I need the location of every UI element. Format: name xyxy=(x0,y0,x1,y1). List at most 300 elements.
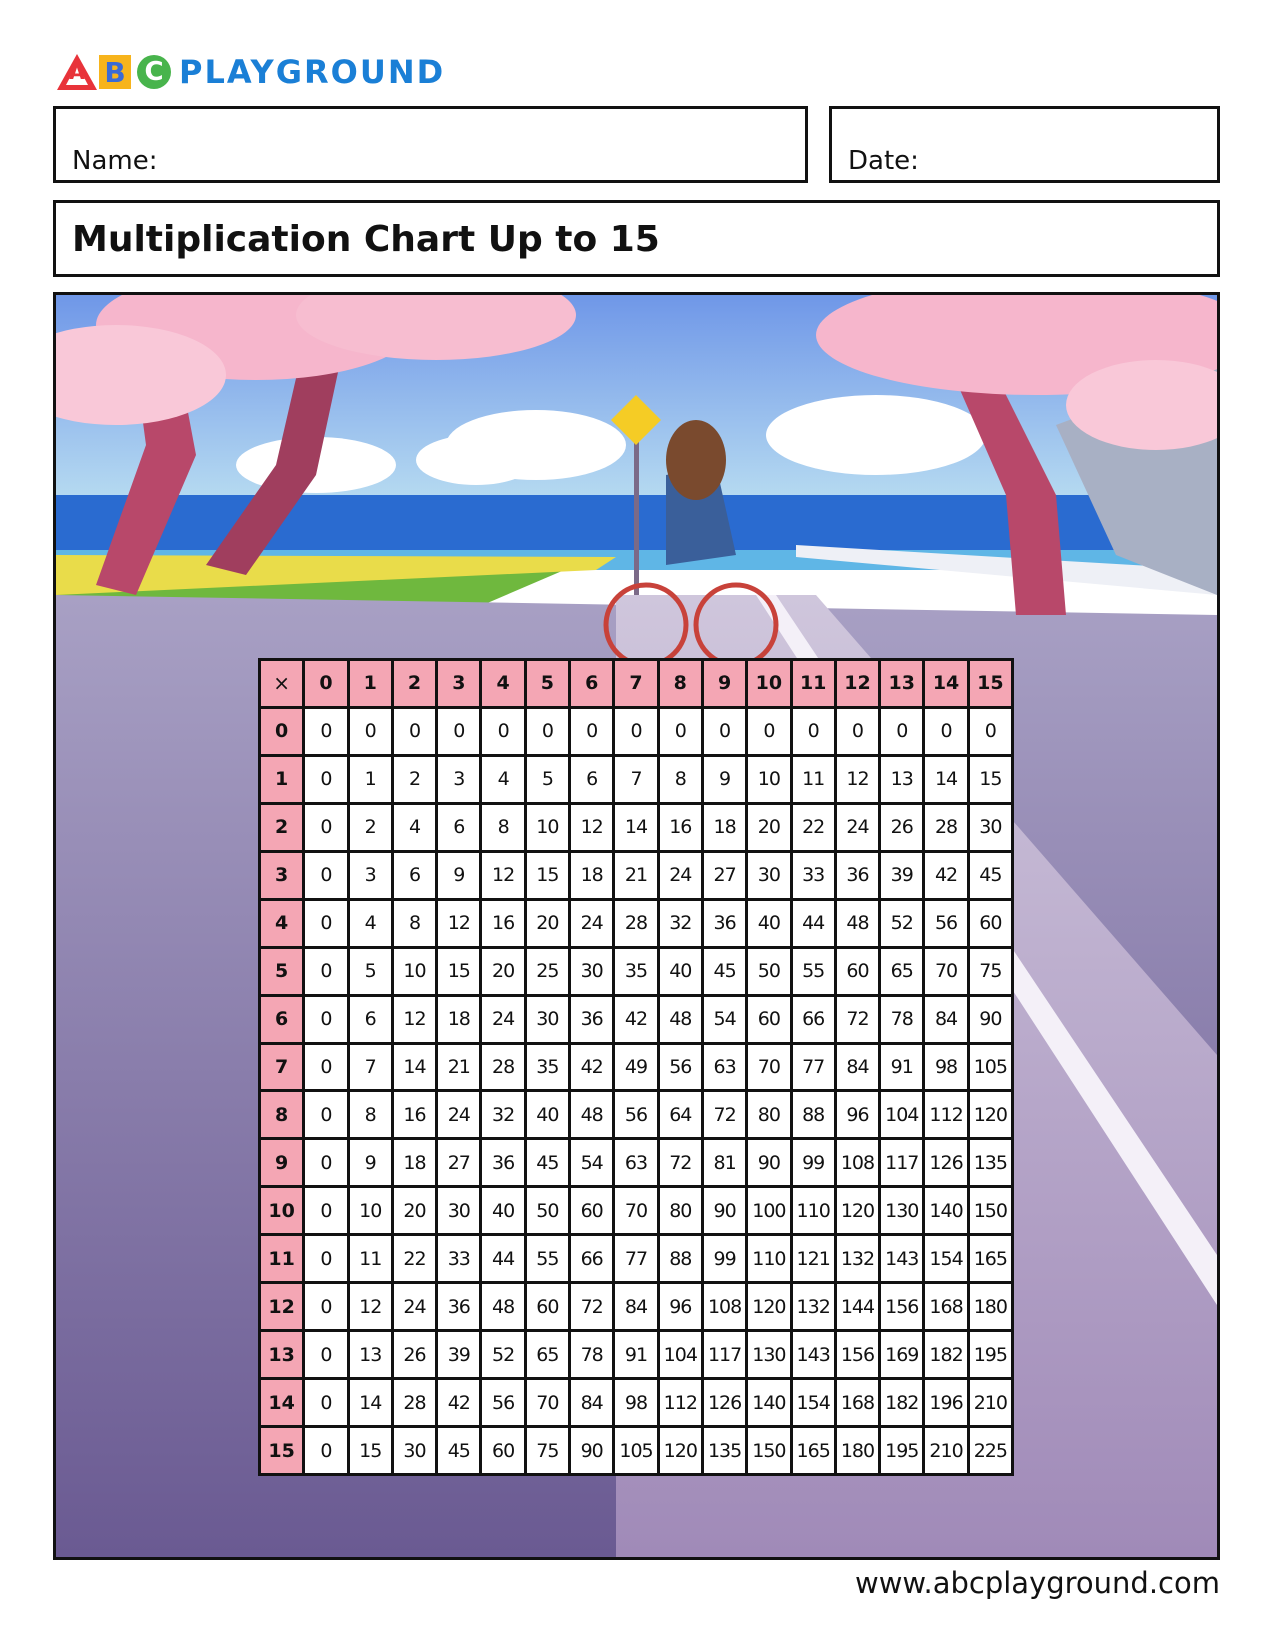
table-cell: 15 xyxy=(438,949,479,994)
column-header: 11 xyxy=(793,661,834,706)
table-cell: 60 xyxy=(748,997,789,1042)
logo-a-text: A xyxy=(69,60,85,84)
table-cell: 60 xyxy=(527,1284,568,1329)
table-cell: 0 xyxy=(615,709,656,754)
table-cell: 110 xyxy=(748,1236,789,1281)
table-cell: 84 xyxy=(925,997,966,1042)
table-cell: 195 xyxy=(970,1332,1011,1377)
logo-letter-c: C xyxy=(137,55,171,89)
table-cell: 28 xyxy=(394,1380,435,1425)
table-cell: 10 xyxy=(748,757,789,802)
table-cell: 135 xyxy=(704,1428,745,1473)
row-header: 5 xyxy=(261,949,302,994)
table-cell: 105 xyxy=(970,1045,1011,1090)
table-cell: 91 xyxy=(615,1332,656,1377)
table-cell: 60 xyxy=(482,1428,523,1473)
table-cell: 33 xyxy=(438,1236,479,1281)
table-cell: 0 xyxy=(305,757,346,802)
table-cell: 72 xyxy=(571,1284,612,1329)
table-cell: 3 xyxy=(438,757,479,802)
row-header: 12 xyxy=(261,1284,302,1329)
table-cell: 24 xyxy=(660,853,701,898)
table-cell: 42 xyxy=(615,997,656,1042)
table-cell: 120 xyxy=(748,1284,789,1329)
table-cell: 98 xyxy=(615,1380,656,1425)
date-label: Date: xyxy=(848,146,919,176)
table-cell: 13 xyxy=(881,757,922,802)
table-cell: 0 xyxy=(837,709,878,754)
table-cell: 126 xyxy=(704,1380,745,1425)
table-cell: 49 xyxy=(615,1045,656,1090)
table-cell: 42 xyxy=(571,1045,612,1090)
table-cell: 2 xyxy=(394,757,435,802)
table-cell: 140 xyxy=(748,1380,789,1425)
table-cell: 16 xyxy=(482,901,523,946)
row-header: 1 xyxy=(261,757,302,802)
column-header: 4 xyxy=(482,661,523,706)
table-cell: 0 xyxy=(305,1092,346,1137)
table-cell: 63 xyxy=(704,1045,745,1090)
table-cell: 48 xyxy=(571,1092,612,1137)
table-cell: 56 xyxy=(925,901,966,946)
table-cell: 42 xyxy=(438,1380,479,1425)
table-cell: 30 xyxy=(438,1188,479,1233)
table-cell: 54 xyxy=(571,1140,612,1185)
table-cell: 18 xyxy=(571,853,612,898)
table-cell: 0 xyxy=(704,709,745,754)
table-cell: 36 xyxy=(482,1140,523,1185)
table-cell: 75 xyxy=(970,949,1011,994)
table-cell: 0 xyxy=(305,1188,346,1233)
table-cell: 60 xyxy=(837,949,878,994)
table-cell: 168 xyxy=(837,1380,878,1425)
table-cell: 77 xyxy=(615,1236,656,1281)
table-cell: 65 xyxy=(527,1332,568,1377)
table-cell: 5 xyxy=(350,949,391,994)
table-cell: 14 xyxy=(350,1380,391,1425)
table-cell: 0 xyxy=(305,901,346,946)
table-cell: 35 xyxy=(615,949,656,994)
table-cell: 70 xyxy=(925,949,966,994)
table-cell: 0 xyxy=(748,709,789,754)
column-header: 10 xyxy=(748,661,789,706)
table-cell: 52 xyxy=(482,1332,523,1377)
table-cell: 72 xyxy=(837,997,878,1042)
table-cell: 70 xyxy=(527,1380,568,1425)
table-cell: 0 xyxy=(305,1140,346,1185)
column-header: 9 xyxy=(704,661,745,706)
table-cell: 20 xyxy=(394,1188,435,1233)
table-cell: 39 xyxy=(881,853,922,898)
table-cell: 130 xyxy=(748,1332,789,1377)
row-header: 0 xyxy=(261,709,302,754)
row-header: 9 xyxy=(261,1140,302,1185)
table-cell: 99 xyxy=(704,1236,745,1281)
table-cell: 78 xyxy=(881,997,922,1042)
table-cell: 16 xyxy=(394,1092,435,1137)
table-cell: 154 xyxy=(793,1380,834,1425)
table-cell: 36 xyxy=(438,1284,479,1329)
table-cell: 132 xyxy=(837,1236,878,1281)
table-cell: 8 xyxy=(660,757,701,802)
table-cell: 40 xyxy=(482,1188,523,1233)
table-cell: 78 xyxy=(571,1332,612,1377)
row-header: 6 xyxy=(261,997,302,1042)
table-cell: 56 xyxy=(615,1092,656,1137)
table-cell: 2 xyxy=(350,805,391,850)
table-cell: 24 xyxy=(571,901,612,946)
table-cell: 7 xyxy=(615,757,656,802)
table-cell: 75 xyxy=(527,1428,568,1473)
column-header: 15 xyxy=(970,661,1011,706)
table-cell: 28 xyxy=(482,1045,523,1090)
table-cell: 12 xyxy=(438,901,479,946)
table-cell: 150 xyxy=(970,1188,1011,1233)
table-cell: 0 xyxy=(970,709,1011,754)
table-cell: 0 xyxy=(305,997,346,1042)
table-cell: 182 xyxy=(881,1380,922,1425)
table-cell: 10 xyxy=(527,805,568,850)
table-cell: 65 xyxy=(881,949,922,994)
table-cell: 3 xyxy=(350,853,391,898)
table-cell: 4 xyxy=(350,901,391,946)
table-cell: 39 xyxy=(438,1332,479,1377)
row-header: 4 xyxy=(261,901,302,946)
table-cell: 14 xyxy=(925,757,966,802)
table-cell: 80 xyxy=(748,1092,789,1137)
logo-wordmark: PLAYGROUND xyxy=(179,53,446,91)
table-cell: 11 xyxy=(350,1236,391,1281)
table-cell: 0 xyxy=(305,1284,346,1329)
table-cell: 30 xyxy=(527,997,568,1042)
table-cell: 24 xyxy=(837,805,878,850)
table-cell: 120 xyxy=(660,1428,701,1473)
name-field[interactable] xyxy=(53,106,808,183)
date-field[interactable] xyxy=(829,106,1220,183)
footer-url: www.abcplayground.com xyxy=(855,1566,1220,1600)
table-cell: 20 xyxy=(748,805,789,850)
table-cell: 130 xyxy=(881,1188,922,1233)
column-header: 12 xyxy=(837,661,878,706)
table-cell: 14 xyxy=(615,805,656,850)
table-cell: 6 xyxy=(394,853,435,898)
table-cell: 0 xyxy=(305,1236,346,1281)
table-cell: 28 xyxy=(615,901,656,946)
table-cell: 22 xyxy=(793,805,834,850)
table-cell: 70 xyxy=(615,1188,656,1233)
table-cell: 26 xyxy=(394,1332,435,1377)
name-label: Name: xyxy=(72,146,158,176)
table-cell: 55 xyxy=(527,1236,568,1281)
table-cell: 88 xyxy=(793,1092,834,1137)
table-cell: 99 xyxy=(793,1140,834,1185)
table-cell: 110 xyxy=(793,1188,834,1233)
table-cell: 0 xyxy=(394,709,435,754)
title-box xyxy=(53,200,1220,277)
table-cell: 48 xyxy=(660,997,701,1042)
table-cell: 8 xyxy=(350,1092,391,1137)
table-cell: 16 xyxy=(660,805,701,850)
table-cell: 25 xyxy=(527,949,568,994)
table-cell: 0 xyxy=(305,1380,346,1425)
table-cell: 225 xyxy=(970,1428,1011,1473)
table-cell: 84 xyxy=(571,1380,612,1425)
table-cell: 210 xyxy=(925,1428,966,1473)
table-cell: 1 xyxy=(350,757,391,802)
table-cell: 4 xyxy=(394,805,435,850)
table-cell: 60 xyxy=(571,1188,612,1233)
table-cell: 15 xyxy=(350,1428,391,1473)
table-cell: 15 xyxy=(970,757,1011,802)
table-cell: 0 xyxy=(305,1428,346,1473)
table-cell: 210 xyxy=(970,1380,1011,1425)
table-cell: 12 xyxy=(571,805,612,850)
table-cell: 0 xyxy=(571,709,612,754)
table-cell: 30 xyxy=(394,1428,435,1473)
table-cell: 12 xyxy=(394,997,435,1042)
table-cell: 0 xyxy=(305,1332,346,1377)
table-cell: 13 xyxy=(350,1332,391,1377)
table-cell: 90 xyxy=(748,1140,789,1185)
table-cell: 22 xyxy=(394,1236,435,1281)
column-header: 1 xyxy=(350,661,391,706)
table-cell: 80 xyxy=(660,1188,701,1233)
table-cell: 64 xyxy=(660,1092,701,1137)
brand-logo xyxy=(55,52,445,92)
table-cell: 66 xyxy=(793,997,834,1042)
table-cell: 108 xyxy=(704,1284,745,1329)
table-cell: 0 xyxy=(660,709,701,754)
column-header: 8 xyxy=(660,661,701,706)
table-cell: 9 xyxy=(438,853,479,898)
page-title: Multiplication Chart Up to 15 xyxy=(72,219,660,260)
table-cell: 9 xyxy=(704,757,745,802)
table-cell: 70 xyxy=(748,1045,789,1090)
table-cell: 10 xyxy=(394,949,435,994)
column-header: 14 xyxy=(925,661,966,706)
table-cell: 117 xyxy=(881,1140,922,1185)
multiplication-table xyxy=(258,658,1014,1476)
table-cell: 32 xyxy=(660,901,701,946)
table-cell: 20 xyxy=(482,949,523,994)
table-cell: 0 xyxy=(482,709,523,754)
table-cell: 0 xyxy=(527,709,568,754)
table-cell: 88 xyxy=(660,1236,701,1281)
table-cell: 105 xyxy=(615,1428,656,1473)
column-header: 3 xyxy=(438,661,479,706)
table-cell: 44 xyxy=(482,1236,523,1281)
table-cell: 90 xyxy=(571,1428,612,1473)
table-cell: 8 xyxy=(482,805,523,850)
table-cell: 36 xyxy=(704,901,745,946)
table-cell: 132 xyxy=(793,1284,834,1329)
table-cell: 28 xyxy=(925,805,966,850)
table-cell: 165 xyxy=(793,1428,834,1473)
table-cell: 196 xyxy=(925,1380,966,1425)
table-cell: 112 xyxy=(925,1092,966,1137)
table-cell: 18 xyxy=(438,997,479,1042)
table-cell: 0 xyxy=(881,709,922,754)
table-cell: 140 xyxy=(925,1188,966,1233)
table-cell: 50 xyxy=(527,1188,568,1233)
table-cell: 126 xyxy=(925,1140,966,1185)
table-cell: 12 xyxy=(482,853,523,898)
table-cell: 15 xyxy=(527,853,568,898)
table-cell: 91 xyxy=(881,1045,922,1090)
table-cell: 50 xyxy=(748,949,789,994)
table-cell: 56 xyxy=(660,1045,701,1090)
table-cell: 0 xyxy=(305,805,346,850)
table-cell: 0 xyxy=(305,709,346,754)
row-header: 11 xyxy=(261,1236,302,1281)
table-cell: 26 xyxy=(881,805,922,850)
table-cell: 168 xyxy=(925,1284,966,1329)
table-cell: 48 xyxy=(837,901,878,946)
table-cell: 90 xyxy=(970,997,1011,1042)
table-cell: 55 xyxy=(793,949,834,994)
row-header: 3 xyxy=(261,853,302,898)
table-cell: 143 xyxy=(881,1236,922,1281)
table-cell: 96 xyxy=(660,1284,701,1329)
table-cell: 144 xyxy=(837,1284,878,1329)
table-cell: 32 xyxy=(482,1092,523,1137)
table-cell: 156 xyxy=(881,1284,922,1329)
table-cell: 30 xyxy=(970,805,1011,850)
table-cell: 120 xyxy=(837,1188,878,1233)
table-cell: 108 xyxy=(837,1140,878,1185)
table-cell: 0 xyxy=(305,1045,346,1090)
table-cell: 143 xyxy=(793,1332,834,1377)
table-cell: 7 xyxy=(350,1045,391,1090)
table-cell: 20 xyxy=(527,901,568,946)
column-header: 2 xyxy=(394,661,435,706)
table-cell: 27 xyxy=(438,1140,479,1185)
row-header: 10 xyxy=(261,1188,302,1233)
table-cell: 121 xyxy=(793,1236,834,1281)
table-cell: 156 xyxy=(837,1332,878,1377)
table-corner-times-icon: × xyxy=(261,661,302,706)
table-cell: 72 xyxy=(704,1092,745,1137)
table-cell: 81 xyxy=(704,1140,745,1185)
row-header: 7 xyxy=(261,1045,302,1090)
table-cell: 0 xyxy=(925,709,966,754)
table-cell: 44 xyxy=(793,901,834,946)
table-cell: 45 xyxy=(438,1428,479,1473)
row-header: 13 xyxy=(261,1332,302,1377)
table-cell: 165 xyxy=(970,1236,1011,1281)
table-cell: 21 xyxy=(615,853,656,898)
table-cell: 35 xyxy=(527,1045,568,1090)
table-cell: 30 xyxy=(571,949,612,994)
table-cell: 135 xyxy=(970,1140,1011,1185)
column-header: 13 xyxy=(881,661,922,706)
table-cell: 60 xyxy=(970,901,1011,946)
table-cell: 6 xyxy=(438,805,479,850)
table-cell: 30 xyxy=(748,853,789,898)
table-cell: 180 xyxy=(837,1428,878,1473)
row-header: 14 xyxy=(261,1380,302,1425)
table-cell: 100 xyxy=(748,1188,789,1233)
table-cell: 112 xyxy=(660,1380,701,1425)
table-cell: 0 xyxy=(350,709,391,754)
table-cell: 54 xyxy=(704,997,745,1042)
table-cell: 45 xyxy=(970,853,1011,898)
table-cell: 40 xyxy=(527,1092,568,1137)
table-cell: 6 xyxy=(350,997,391,1042)
table-cell: 66 xyxy=(571,1236,612,1281)
row-header: 8 xyxy=(261,1092,302,1137)
table-cell: 154 xyxy=(925,1236,966,1281)
table-cell: 182 xyxy=(925,1332,966,1377)
table-cell: 120 xyxy=(970,1092,1011,1137)
table-cell: 10 xyxy=(350,1188,391,1233)
table-cell: 21 xyxy=(438,1045,479,1090)
table-cell: 56 xyxy=(482,1380,523,1425)
table-cell: 11 xyxy=(793,757,834,802)
table-cell: 5 xyxy=(527,757,568,802)
table-cell: 12 xyxy=(350,1284,391,1329)
table-cell: 98 xyxy=(925,1045,966,1090)
table-cell: 180 xyxy=(970,1284,1011,1329)
column-header: 5 xyxy=(527,661,568,706)
table-cell: 24 xyxy=(394,1284,435,1329)
table-cell: 52 xyxy=(881,901,922,946)
table-cell: 104 xyxy=(660,1332,701,1377)
table-cell: 18 xyxy=(704,805,745,850)
table-cell: 12 xyxy=(837,757,878,802)
table-cell: 72 xyxy=(660,1140,701,1185)
table-cell: 77 xyxy=(793,1045,834,1090)
table-cell: 0 xyxy=(305,949,346,994)
row-header: 2 xyxy=(261,805,302,850)
table-cell: 0 xyxy=(793,709,834,754)
table-cell: 104 xyxy=(881,1092,922,1137)
table-cell: 9 xyxy=(350,1140,391,1185)
table-cell: 45 xyxy=(704,949,745,994)
table-cell: 84 xyxy=(615,1284,656,1329)
table-cell: 4 xyxy=(482,757,523,802)
table-cell: 18 xyxy=(394,1140,435,1185)
table-cell: 24 xyxy=(482,997,523,1042)
table-cell: 48 xyxy=(482,1284,523,1329)
table-cell: 63 xyxy=(615,1140,656,1185)
table-cell: 24 xyxy=(438,1092,479,1137)
table-cell: 45 xyxy=(527,1140,568,1185)
logo-letter-b: B xyxy=(99,55,131,89)
table-cell: 33 xyxy=(793,853,834,898)
table-cell: 96 xyxy=(837,1092,878,1137)
table-cell: 40 xyxy=(748,901,789,946)
row-header: 15 xyxy=(261,1428,302,1473)
column-header: 6 xyxy=(571,661,612,706)
table-cell: 40 xyxy=(660,949,701,994)
table-cell: 6 xyxy=(571,757,612,802)
table-cell: 84 xyxy=(837,1045,878,1090)
column-header: 7 xyxy=(615,661,656,706)
table-cell: 195 xyxy=(881,1428,922,1473)
table-cell: 36 xyxy=(571,997,612,1042)
table-cell: 8 xyxy=(394,901,435,946)
table-cell: 150 xyxy=(748,1428,789,1473)
table-cell: 0 xyxy=(438,709,479,754)
table-cell: 90 xyxy=(704,1188,745,1233)
table-cell: 169 xyxy=(881,1332,922,1377)
column-header: 0 xyxy=(305,661,346,706)
logo-letter-a xyxy=(55,52,99,92)
table-cell: 27 xyxy=(704,853,745,898)
table-cell: 14 xyxy=(394,1045,435,1090)
table-cell: 117 xyxy=(704,1332,745,1377)
